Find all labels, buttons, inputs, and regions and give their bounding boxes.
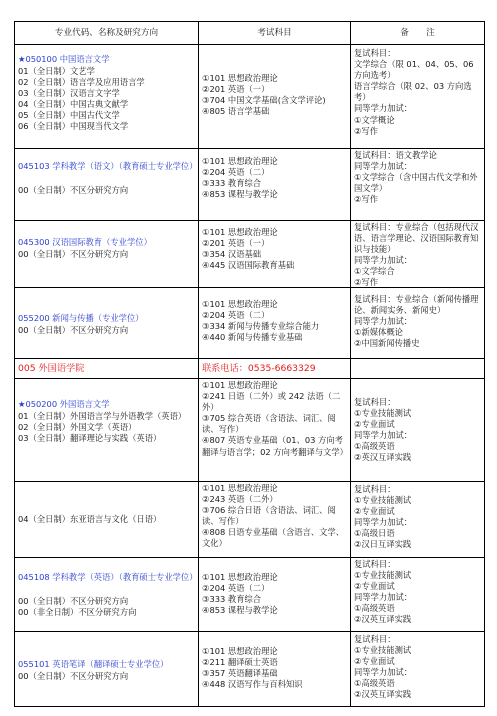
major-directions: 04（全日制）东亚语言与文化（日语）: [18, 514, 162, 524]
exam-subjects: ①101 思想政治理论 ②201 英语（一） ③354 汉语基础 ④445 汉语国际教育基础: [202, 227, 295, 271]
major-title: 045300 汉语国际教育（专业学位）: [18, 237, 152, 247]
exam-subjects: ①101 思想政治理论 ②204 英语（二） ③333 教育综合 ④853 课程与教学论: [202, 156, 278, 200]
college-name: 005 外国语学院: [18, 363, 85, 374]
notes: 复试科目：语文教学论 同等学力加试： ①文学综合（含中国古代文学和外国文学） ②写作: [354, 150, 478, 205]
exam-subjects: ①101 思想政治理论 ②243 英语（二外） ③706 综合日语（含语法、词汇、阅读、写作） ④808 日语专业基础（含语言、文学、文化）: [202, 483, 345, 549]
notes: 复试科目：专业综合（包括现代汉语、语言学理论、汉语国际教育知识与技能） 同等学力加试： ①文学综合 ②写作: [354, 222, 479, 288]
notes: 复试科目：专业综合（新闻传播理论、新闻实务、新闻史） 同等学力加试： ①新媒体概论 ②中国新闻传播史: [354, 294, 479, 349]
exam-subjects: ①101 思想政治理论 ②211 翻译硕士英语 ③357 英语翻译基础 ④448 汉语写作与百科知识: [202, 646, 303, 690]
major-title: ★050200 外国语言文学: [18, 399, 110, 409]
notes: 复试科目： ①专业技能测试 ②专业面试 同等学力加试： ①高级日语 ②汉日互译实践: [354, 484, 413, 550]
exam-subjects: ①101 思想政治理论 ②204 英语（二） ③333 教育综合 ④853 课程与教学论: [202, 572, 278, 616]
exam-subjects: ①101 思想政治理论 ②241 日语（二外）或 242 法语（二外） ③705 综合英语（含语法、词汇、阅读、写作） ④807 英语专业基础（01、03 方向考翻译与语言学；02 方向考翻译与文学）: [202, 380, 348, 457]
major-title: ★050100 中国语言文学: [18, 54, 110, 64]
major-directions: 00（全日制）不区分研究方向: [18, 671, 129, 681]
major-title: 055200 新闻与传播（专业学位）: [18, 313, 144, 323]
exam-subjects: ①101 思想政治理论 ②201 英语（一） ③704 中国文学基础(含文学评论) ④805 语言学基础: [202, 73, 326, 117]
notes: 复试科目： ①专业技能测试 ②专业面试 同等学力加试： ①高级英语 ②汉英互译实践: [354, 634, 413, 700]
major-directions: 00（全日制）不区分研究方向: [18, 325, 129, 335]
major-directions: 01（全日制）文艺学 02（全日制）语言学及应用语言学 03（全日制）汉语言文字学 04（全日制）中国古典文献学 05（全日制）中国古代文学 06（全日制）中国现当代文学: [18, 66, 145, 132]
header-exams: 考试科目: [257, 28, 292, 38]
notes: 复试科目： 文学综合（限 01、04、05、06 方向选考） 语言学综合（限 02、03 方向选考） 同等学力加试： ①文学概论 ②写作: [354, 48, 474, 136]
header-notes: 备 注: [400, 28, 435, 38]
major-title: 045103 学科教学（语文）（教育硕士专业学位）: [18, 161, 198, 171]
major-directions: 01（全日制）外国语言学与外语教学（英语） 02（全日制）外国文学（英语） 03（全日制）翻译理论与实践（英语）: [18, 411, 187, 444]
major-directions: 00（全日制）不区分研究方向 00（非全日制）不区分研究方向: [18, 596, 137, 618]
notes: 复试科目： ①专业技能测试 ②专业面试 同等学力加试： ①高级英语 ②英汉互译实践: [354, 397, 413, 463]
major-title: 045108 学科教学（英语）（教育硕士专业学位）: [18, 572, 198, 582]
major-title: 055101 英语笔译（翻译硕士专业学位）: [18, 659, 169, 669]
notes: 复试科目： ①专业技能测试 ②专业面试 同等学力加试： ①高级英语 ②汉英互译实践: [354, 559, 413, 625]
header-major: 专业代码、名称及研究方向: [54, 28, 159, 38]
college-phone: 联系电话：0535-6663329: [202, 363, 316, 374]
major-directions: 00（全日制）不区分研究方向: [18, 249, 129, 259]
major-directions: 00（全日制）不区分研究方向: [18, 185, 129, 195]
exam-subjects: ①101 思想政治理论 ②204 英语（二） ③334 新闻与传播专业综合能力 ④440 新闻与传播专业基础: [202, 299, 320, 343]
